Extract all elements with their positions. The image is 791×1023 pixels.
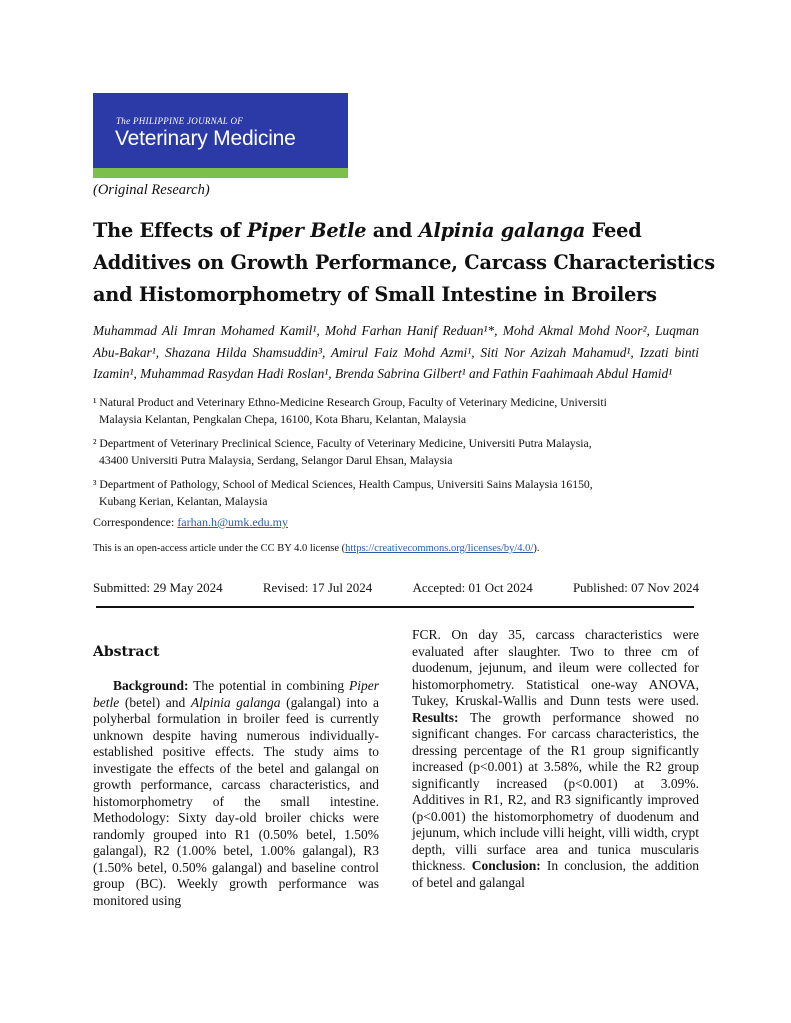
article-title	[93, 215, 715, 311]
title-line-2: Additives on Growth Performance, Carcass Characteristics	[93, 251, 715, 274]
author-list: Muhammad Ali Imran Mohamed Kamil¹, Mohd Farhan Hanif Reduan¹*, Mohd Akmal Mohd Noor², Luqman Abu-Bakar¹, Shazana Hilda Shamsuddin³, Amirul Faiz Mohd Azmi¹, Siti Nor Azizah Mahamud¹, Izzati binti Izamin¹, Muhammad Rasydan Hadi Roslan¹, Brenda Sabrina Gilbert¹ and Fathin Faahimaah Abdul Hamid¹	[93, 323, 699, 381]
correspondence-email-link[interactable]: farhan.h@umk.edu.my	[177, 515, 289, 529]
published-date: Published: 07 Nov 2024	[572, 580, 699, 595]
affiliation-2: ² Department of Veterinary Preclinical Science, Faculty of Veterinary Medicine, Universiti Putra Malaysia, 43400 Universiti Putra Malaysia, Serdang, Selangor Darul Ehsan, Malaysia	[93, 437, 592, 467]
abstract-column-right: FCR. On day 35, carcass characteristics were evaluated after slaughter. Two to three cm of duodenum, jejunum, and ileum were collected for histomorphometry. Statistical one-way ANOVA, Tukey, Kruskal-Wallis and Dunn tests were used. Results: The growth performance showed no significant changes. For carcass characteristics, the dressing percentage of the R1 group significantly increased (p<0.001) at 3.58%, while the R2 group significantly increased (p<0.001) at 3.09%. Additives in R1, R2, and R3 significantly improved (p<0.001) the histomorphometry of duodenum and jejunum, which include villi height, villi width, crypt depth, villi surface area and tunica muscularis thickness. Conclusion: In conclusion, the addition of betel and galangal	[412, 627, 699, 890]
abstract-heading: Abstract	[93, 644, 160, 660]
accepted-date: Accepted: 01 Oct 2024	[412, 580, 533, 595]
revised-date: Revised: 17 Jul 2024	[262, 580, 373, 595]
journal-logo-green-bar	[93, 168, 348, 178]
affiliation-3: ³ Department of Pathology, School of Medical Sciences, Health Campus, Universiti Sains Malaysia 16150, Kubang Kerian, Kelantan, Malaysia	[93, 478, 593, 508]
title-line-1: The Effects of Piper Betle and Alpinia galanga Feed	[93, 219, 642, 242]
affiliation-1: ¹ Natural Product and Veterinary Ethno-Medicine Research Group, Faculty of Veterinary Medicine, Universiti Malaysia Kelantan, Pengkalan Chepa, 16100, Kota Bharu, Kelantan, Malaysia	[93, 396, 607, 426]
publication-dates	[93, 580, 699, 596]
journal-logo	[93, 93, 348, 178]
correspondence: Correspondence: farhan.h@umk.edu.my	[93, 515, 289, 529]
journal-logo-small-text: The PHILIPPINE JOURNAL OF	[116, 116, 244, 126]
submitted-date: Submitted: 29 May 2024	[93, 580, 223, 595]
title-line-3: and Histomorphometry of Small Intestine in Broilers	[93, 283, 657, 306]
abstract-column-left: Background: The potential in combining Piper betle (betel) and Alpinia galanga (galangal) into a polyherbal formulation in broiler feed is currently unknown despite having numerous individually-established positive effects. The study aims to investigate the effects of the betel and galangal on growth performance, carcass characteristics, and histomorphometry of the small intestine. Methodology: Sixty day-old broiler chicks were randomly grouped into R1 (0.50% betel, 1.50% galangal), R2 (1.00% betel, 1.00% galangal), R3 (1.50% betel, 0.50% galangal) and baseline control group (BC). Weekly growth performance was monitored using	[93, 678, 380, 908]
header-divider	[96, 606, 694, 608]
article-type: (Original Research)	[93, 182, 210, 198]
license-notice: This is an open-access article under the CC BY 4.0 license (https://creativecommons.org/licenses/by/4.0/).	[93, 543, 540, 554]
journal-logo-title: Veterinary Medicine	[115, 127, 296, 150]
license-url-link[interactable]: https://creativecommons.org/licenses/by/4.0/	[345, 543, 534, 554]
